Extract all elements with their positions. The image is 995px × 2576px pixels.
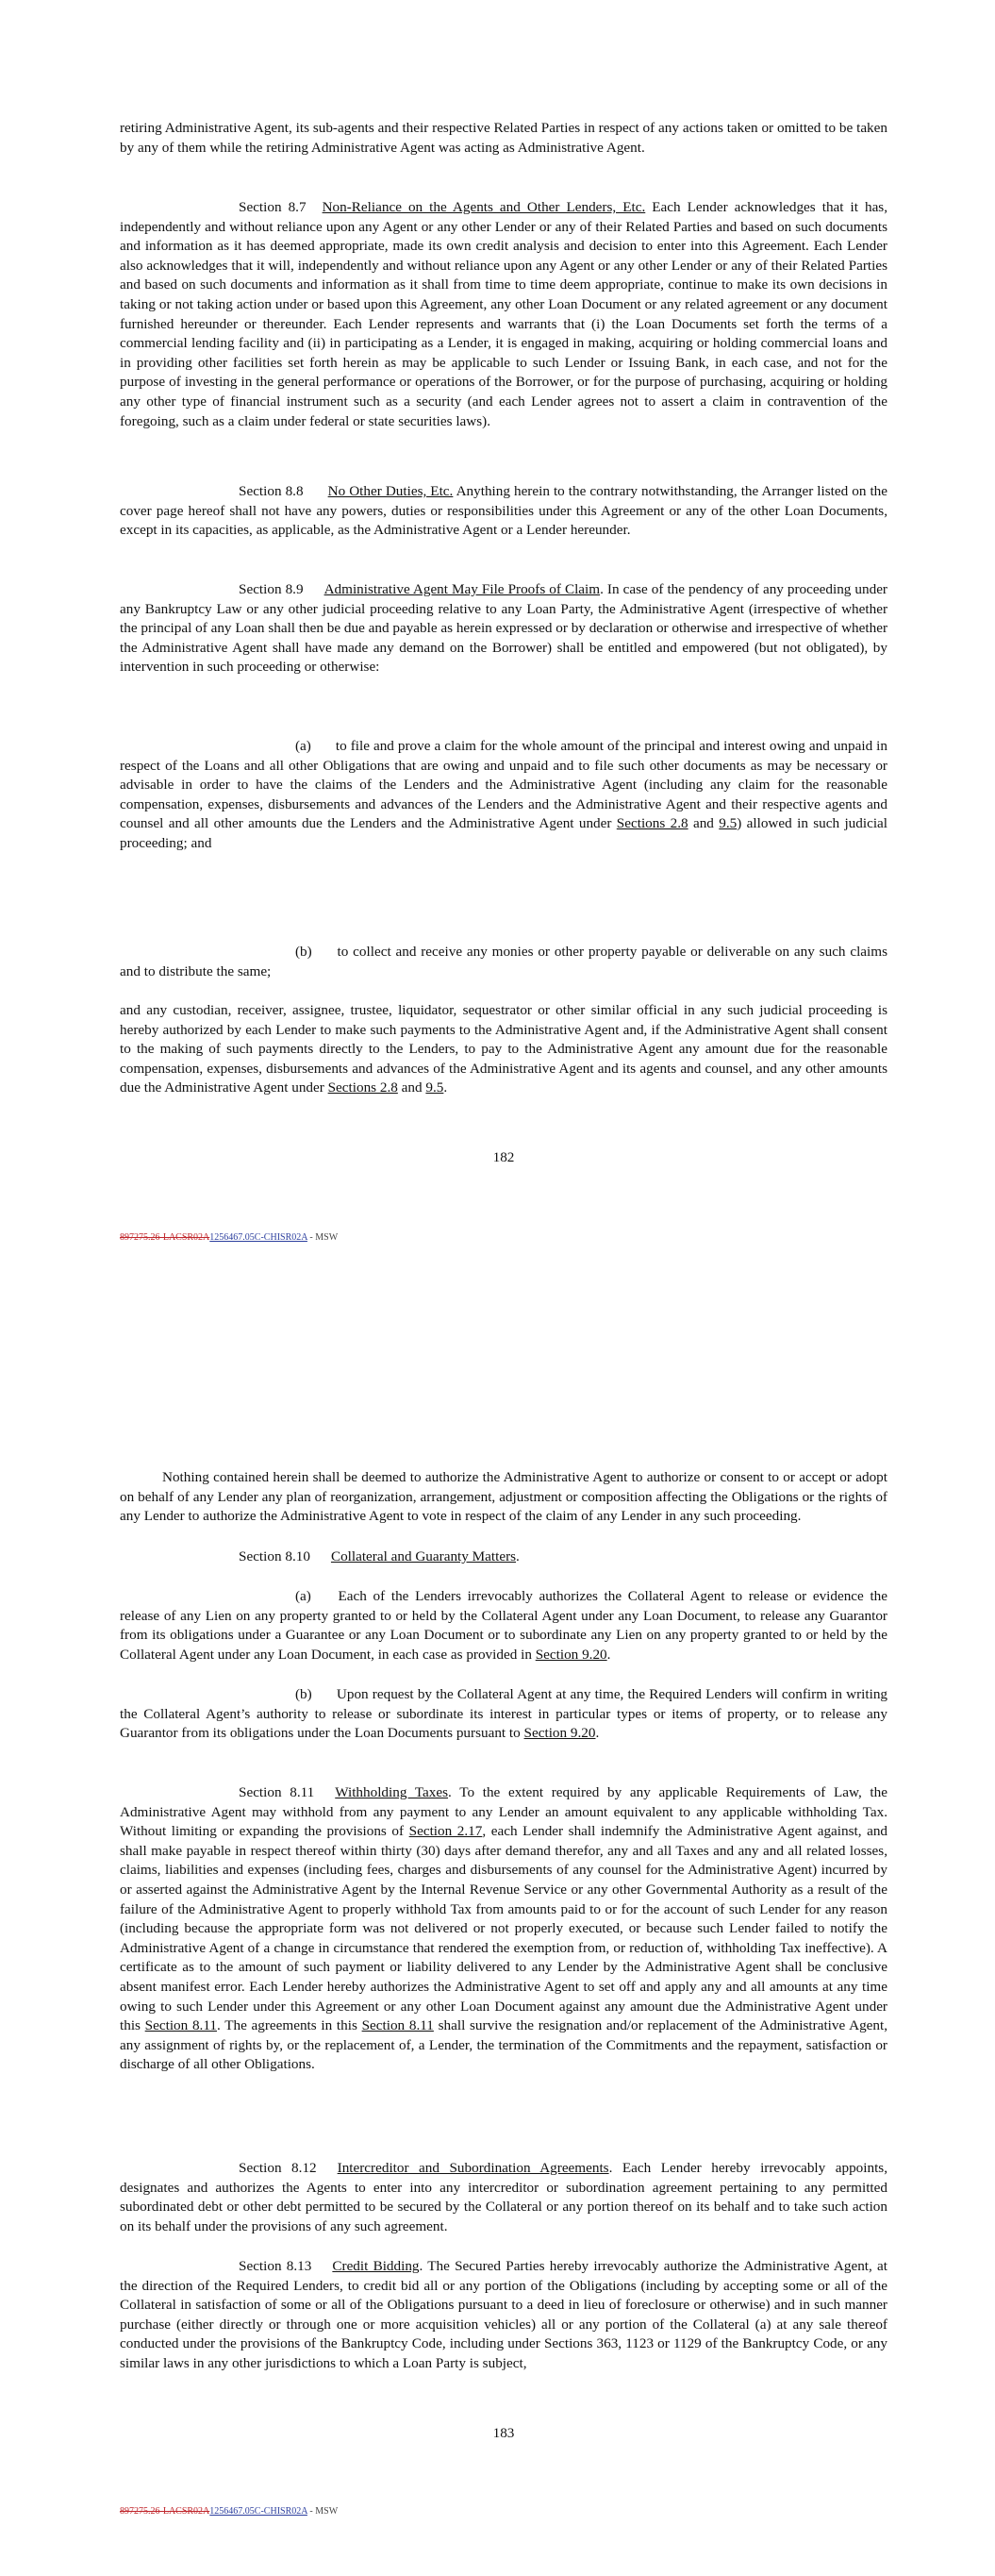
document-footer <box>120 1232 338 1243</box>
footer-inserted-docid: 1256467.05C-CHISR02A <box>209 2506 307 2517</box>
clause-a: (a) to file and prove a claim for the whole amount of the principal and interest owing and unpaid in respect of the Loans and all other Obligations that are owing and unpaid and to file such other documents as may be necessary or advisable in order to have the claims of the Lenders and the Administrative Agent (including any claim for the reasonable compensation, expenses, disbursements and advances of the Lenders and the Administrative Agent and their respective agents and counsel and all other amounts due the Lenders and the Administrative Agent under Sections 2.8 and 9.5) allowed in such judicial proceeding; and <box>120 738 888 851</box>
cross-reference[interactable]: Section 9.20 <box>523 1725 596 1742</box>
section-title: Collateral and Guaranty Matters <box>330 1548 517 1564</box>
footer-deleted-docid: 897275.26-LACSR02A <box>120 1232 210 1243</box>
cross-reference[interactable]: 9.5 <box>719 815 738 832</box>
paragraph-nothing-contained: Nothing contained herein shall be deemed to authorize the Administrative Agent to authorize or consent to or accept or adopt on behalf of any Lender any plan of reorganization, arrangement, adjustment or composition affecting the Obligations or the rights of any Lender to authorize the Administrative Agent to vote in respect of the claim of any Lender in any such proceeding. <box>120 1469 887 1525</box>
section-8-9: Section 8.9 Administrative Agent May File Proofs of Claim. In case of the pendency of any proceeding under any Bankruptcy Law or any other judicial proceeding relative to any Loan Party, the Administrative Agent (irrespective of whether the principal of any Loan shall then be due and payable as herein expressed or by declaration or otherwise and irrespective of whether the Administrative Agent shall have made any demand on the Borrower) shall be entitled and empowered (but not obligated), by intervention in such proceeding or otherwise: <box>120 581 887 676</box>
section-title: Non-Reliance on the Agents and Other Lenders, Etc. <box>322 199 646 215</box>
cross-reference[interactable]: Section 9.20 <box>535 1646 607 1663</box>
page-number: 183 <box>492 2425 515 2441</box>
clause-b: (b) Upon request by the Collateral Agent at any time, the Required Lenders will confirm in writing the Collateral Agent’s authority to release or subordinate its interest in particular types or items of property, or to release any Guarantor from its obligations under the Loan Documents pursuant to Section 9.20. <box>120 1686 888 1742</box>
section-number: Section 8.8 <box>239 483 304 499</box>
document-footer <box>120 2506 338 2517</box>
section-number: Section 8.11 <box>239 1784 315 1800</box>
footer-deleted-docid: 897275.26-LACSR02A <box>120 2506 210 2517</box>
section-number: Section 8.10 <box>239 1548 310 1564</box>
section-number: Section 8.7 <box>239 199 307 215</box>
section-title: No Other Duties, Etc. <box>327 483 454 499</box>
paragraph-custodian: and any custodian, receiver, assignee, trustee, liquidator, sequestrator or other similar official in any such judicial proceeding is hereby authorized by each Lender to make such payments to the Administrative Agent and, if the Administrative Agent shall consent to the making of such payments directly to the Lenders, to pay to the Administrative Agent any amount due for the reasonable compensation, expenses, disbursements and advances of the Administrative Agent and its agents and counsel, and any other amounts due the Administrative Agent under Sections 2.8 and 9.5. <box>120 1002 887 1096</box>
cross-reference[interactable]: Sections 2.8 <box>327 1079 398 1096</box>
section-8-13: Section 8.13 Credit Bidding. The Secured Parties hereby irrevocably authorize the Administrative Agent, at the direction of the Required Lenders, to credit bid all or any portion of the Obligations (including by accepting some or all of the Collateral in satisfaction of some or all of the Obligations pursuant to a deed in lieu of foreclosure or otherwise) and in such manner purchase (either directly or through one or more acquisition vehicles) all or any portion of the Collateral (a) at any sale thereof conducted under the provisions of the Bankruptcy Code, including under Sections 363, 1123 or 1129 of the Bankruptcy Code, or any similar laws in any other jurisdictions to which a Loan Party is subject, <box>120 2258 888 2371</box>
section-title: Intercreditor and Subordination Agreements <box>337 2160 609 2176</box>
section-title: Credit Bidding <box>332 2258 420 2274</box>
clause-label: (b) <box>295 1686 312 1702</box>
page-182 <box>120 0 887 1302</box>
section-number: Section 8.9 <box>239 581 304 597</box>
section-8-11: Section 8.11 Withholding Taxes. To the extent required by any applicable Requirements of Law, the Administrative Agent may withhold from any payment to any Lender an amount equivalent to any applicable withholding Tax. Without limiting or expanding the provisions of Section 2.17, each Lender shall indemnify the Administrative Agent against, and shall make payable in respect thereof within thirty (30) days after demand therefor, any and all Taxes and any and all related losses, claims, liabilities and expenses (including fees, charges and disbursements of any counsel for the Administrative Agent) incurred by or asserted against the Administrative Agent by the Internal Revenue Service or any other Governmental Authority as a result of the failure of the Administrative Agent to properly withhold Tax from amounts paid to or for the account of such Lender for any reason (including because the appropriate form was not delivered or not properly executed, or because such Lender failed to notify the Administrative Agent of a change in circumstance that rendered the exemption from, or reduction of, withholding Tax ineffective). A certificate as to the amount of such payment or liability delivered to any Lender by the Administrative Agent shall be conclusive absent manifest error. Each Lender hereby authorizes the Administrative Agent to set off and apply any and all amounts at any time owing to such Lender under this Agreement or any other Loan Document against any amount due the Administrative Agent under this Section 8.11. The agreements in this Section 8.11 shall survive the resignation and/or replacement of the Administrative Agent, any assignment of rights by, or the replacement of, a Lender, the termination of the Commitments and the repayment, satisfaction or discharge of all other Obligations. <box>120 1784 888 2073</box>
page-number: 182 <box>492 1149 515 1165</box>
footer-inserted-docid: 1256467.05C-CHISR02A <box>209 1232 307 1243</box>
section-8-10: Section 8.10 Collateral and Guaranty Matters. <box>239 1548 520 1564</box>
section-8-8: Section 8.8 No Other Duties, Etc. Anything herein to the contrary notwithstanding, the Arranger listed on the cover page hereof shall not have any powers, duties or responsibilities under this Agreement or any of the other Loan Documents, except in its capacities, as applicable, as the Administrative Agent or a Lender hereunder. <box>120 483 888 539</box>
cross-reference[interactable]: Section 8.11 <box>361 2017 434 2034</box>
cross-reference[interactable]: Section 8.11 <box>144 2017 217 2034</box>
section-title: Administrative Agent May File Proofs of Claim <box>323 581 601 597</box>
cross-reference[interactable]: Section 2.17 <box>408 1823 483 1840</box>
section-number: Section 8.13 <box>239 2258 312 2274</box>
cross-reference[interactable]: 9.5 <box>425 1079 444 1096</box>
footer-author: - MSW <box>307 2506 339 2517</box>
clause-a: (a) Each of the Lenders irrevocably authorizes the Collateral Agent to release or evidence the release of any Lien on any property granted to or held by the Collateral Agent under any Loan Document, to release any Guarantor from its obligations under a Guarantee or any Loan Document or to subordinate any Lien on any property granted to or held by the Collateral Agent under any Loan Document, in each case as provided in Section 9.20. <box>120 1588 888 1663</box>
clause-b: (b) to collect and receive any monies or other property payable or deliverable on any such claims and to distribute the same; <box>120 944 887 979</box>
section-title: Withholding Taxes <box>335 1784 449 1800</box>
cross-reference[interactable]: Sections 2.8 <box>616 815 688 832</box>
clause-label: (b) <box>295 944 312 960</box>
footer-author: - MSW <box>307 1232 339 1243</box>
section-8-7: Section 8.7 Non-Reliance on the Agents and Other Lenders, Etc. Each Lender acknowledges that it has, independently and without reliance upon any Agent or any other Lender or any of their Related Parties and based on such documents and information as it has deemed appropriate, made its own credit analysis and decision to enter into this Agreement. Each Lender also acknowledges that it will, independently and without reliance upon any Agent or any other Lender or any of their Related Parties and based on such documents and information as it shall from time to time deem appropriate, continue to make its own decisions in taking or not taking action under or based upon this Agreement, any other Loan Document or any related agreement or any document furnished hereunder or thereunder. Each Lender represents and warrants that (i) the Loan Documents set forth the terms of a commercial lending facility and (ii) in participating as a Lender, it is engaged in making, acquiring or holding commercial loans and in providing other facilities set forth herein as may be applicable to such Lender or Issuing Bank, in each case, and not for the purpose of investing in the general performance or operations of the Borrower, or for the purpose of purchasing, acquiring or holding any other type of financial instrument such as a security (and each Lender agrees not to assert a claim in contravention of the foregoing, such as a claim under federal or state securities laws). <box>120 199 888 429</box>
section-number: Section 8.12 <box>239 2160 317 2176</box>
clause-label: (a) <box>295 738 311 754</box>
page-183 <box>120 1302 887 2576</box>
section-8-12: Section 8.12 Intercreditor and Subordination Agreements. Each Lender hereby irrevocably appoints, designates and authorizes the Agents to enter into any intercreditor or subordination agreement pertaining to any permitted subordinated debt or other debt permitted to be secured by the Collateral or any portion thereof on its behalf and to take such action on its behalf under the provisions of any such agreement. <box>120 2160 887 2234</box>
paragraph-retiring-agent: retiring Administrative Agent, its sub-agents and their respective Related Parties in respect of any actions taken or omitted to be taken by any of them while the retiring Administrative Agent was acting as Administrative Agent. <box>120 120 887 156</box>
clause-label: (a) <box>295 1588 311 1604</box>
